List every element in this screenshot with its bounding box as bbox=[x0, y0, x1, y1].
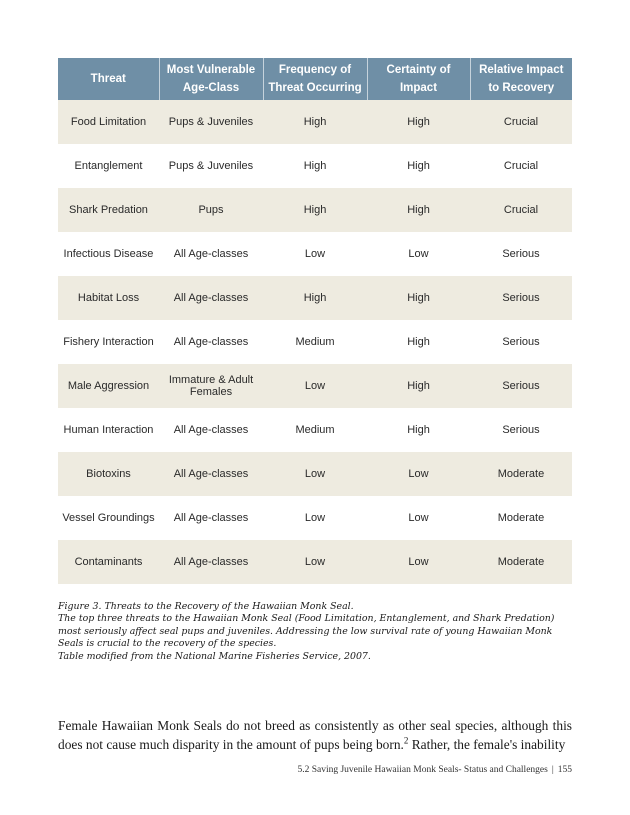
figure-caption bbox=[58, 601, 578, 663]
cell-frequency: Low bbox=[263, 540, 367, 584]
cell-certainty: High bbox=[367, 408, 470, 452]
cell-threat: Vessel Groundings bbox=[58, 496, 159, 540]
table-row bbox=[58, 100, 572, 144]
cell-frequency: Medium bbox=[263, 320, 367, 364]
cell-impact: Moderate bbox=[470, 496, 572, 540]
cell-threat: Contaminants bbox=[58, 540, 159, 584]
header-threat: Threat bbox=[58, 58, 159, 100]
header-frequency: Frequency of Threat Occurring bbox=[263, 58, 367, 100]
cell-frequency: Low bbox=[263, 496, 367, 540]
cell-certainty: High bbox=[367, 144, 470, 188]
cell-age-class: Pups bbox=[159, 188, 263, 232]
cell-age-class: Immature & Adult Females bbox=[159, 364, 263, 408]
cell-certainty: High bbox=[367, 364, 470, 408]
caption-description: The top three threats to the Hawaiian Monk Seal (Food Limitation, Entanglement, and Shark Predation) most seriously affect seal pups and juveniles. Addressing the low survival rate of young Hawaiian Monk Seals is crucial to the recovery of the species. bbox=[58, 613, 555, 650]
cell-threat: Fishery Interaction bbox=[58, 320, 159, 364]
cell-certainty: Low bbox=[367, 232, 470, 276]
cell-frequency: High bbox=[263, 100, 367, 144]
table-row bbox=[58, 540, 572, 584]
cell-age-class: All Age-classes bbox=[159, 408, 263, 452]
footer-separator: | bbox=[551, 765, 554, 775]
page-footer bbox=[297, 765, 572, 775]
cell-threat: Food Limitation bbox=[58, 100, 159, 144]
header-relative-impact: Relative Impact to Recovery bbox=[470, 58, 572, 100]
table-row bbox=[58, 408, 572, 452]
header-certainty: Certainty of Impact bbox=[367, 58, 470, 100]
cell-frequency: Low bbox=[263, 452, 367, 496]
table-row bbox=[58, 144, 572, 188]
cell-frequency: High bbox=[263, 276, 367, 320]
body-text-continued: Rather, the female's inability bbox=[408, 737, 566, 752]
cell-frequency: High bbox=[263, 188, 367, 232]
cell-threat: Shark Predation bbox=[58, 188, 159, 232]
cell-impact: Crucial bbox=[470, 100, 572, 144]
table-row bbox=[58, 232, 572, 276]
cell-certainty: High bbox=[367, 100, 470, 144]
cell-impact: Serious bbox=[470, 408, 572, 452]
cell-impact: Crucial bbox=[470, 144, 572, 188]
table-row bbox=[58, 276, 572, 320]
cell-threat: Infectious Disease bbox=[58, 232, 159, 276]
cell-threat: Entanglement bbox=[58, 144, 159, 188]
cell-certainty: High bbox=[367, 188, 470, 232]
table-row bbox=[58, 496, 572, 540]
table-row bbox=[58, 320, 572, 364]
cell-threat: Biotoxins bbox=[58, 452, 159, 496]
cell-age-class: All Age-classes bbox=[159, 232, 263, 276]
cell-frequency: High bbox=[263, 144, 367, 188]
cell-impact: Moderate bbox=[470, 452, 572, 496]
cell-threat: Male Aggression bbox=[58, 364, 159, 408]
threats-table bbox=[58, 58, 572, 584]
cell-age-class: Pups & Juveniles bbox=[159, 100, 263, 144]
table-header-row bbox=[58, 58, 572, 100]
cell-age-class: All Age-classes bbox=[159, 540, 263, 584]
cell-certainty: High bbox=[367, 276, 470, 320]
table-row bbox=[58, 188, 572, 232]
footer-section-title: 5.2 Saving Juvenile Hawaiian Monk Seals- Status and Challenges bbox=[297, 765, 548, 775]
header-vulnerable-age-class: Most Vulnerable Age-Class bbox=[159, 58, 263, 100]
footnote-reference[interactable]: 2 bbox=[403, 735, 409, 746]
cell-age-class: Pups & Juveniles bbox=[159, 144, 263, 188]
cell-threat: Habitat Loss bbox=[58, 276, 159, 320]
caption-title: Figure 3. Threats to the Recovery of the Hawaiian Monk Seal. bbox=[58, 601, 354, 612]
cell-certainty: Low bbox=[367, 452, 470, 496]
table-row bbox=[58, 364, 572, 408]
cell-threat: Human Interaction bbox=[58, 408, 159, 452]
body-text-start: Female Hawaiian Monk Seals do not breed as consistently as other seal species, although this does not cause much disparity in the amount of pups being born. bbox=[58, 718, 572, 752]
cell-age-class: All Age-classes bbox=[159, 452, 263, 496]
cell-certainty: Low bbox=[367, 540, 470, 584]
cell-age-class: All Age-classes bbox=[159, 320, 263, 364]
cell-frequency: Low bbox=[263, 364, 367, 408]
table-row bbox=[58, 452, 572, 496]
cell-frequency: Medium bbox=[263, 408, 367, 452]
cell-impact: Moderate bbox=[470, 540, 572, 584]
cell-age-class: All Age-classes bbox=[159, 276, 263, 320]
cell-certainty: Low bbox=[367, 496, 470, 540]
cell-frequency: Low bbox=[263, 232, 367, 276]
page-number: 155 bbox=[557, 765, 572, 775]
cell-impact: Serious bbox=[470, 320, 572, 364]
cell-certainty: High bbox=[367, 320, 470, 364]
cell-age-class: All Age-classes bbox=[159, 496, 263, 540]
body-paragraph bbox=[58, 716, 572, 754]
caption-source: Table modified from the National Marine Fisheries Service, 2007. bbox=[58, 650, 371, 662]
cell-impact: Serious bbox=[470, 276, 572, 320]
cell-impact: Crucial bbox=[470, 188, 572, 232]
cell-impact: Serious bbox=[470, 232, 572, 276]
cell-impact: Serious bbox=[470, 364, 572, 408]
